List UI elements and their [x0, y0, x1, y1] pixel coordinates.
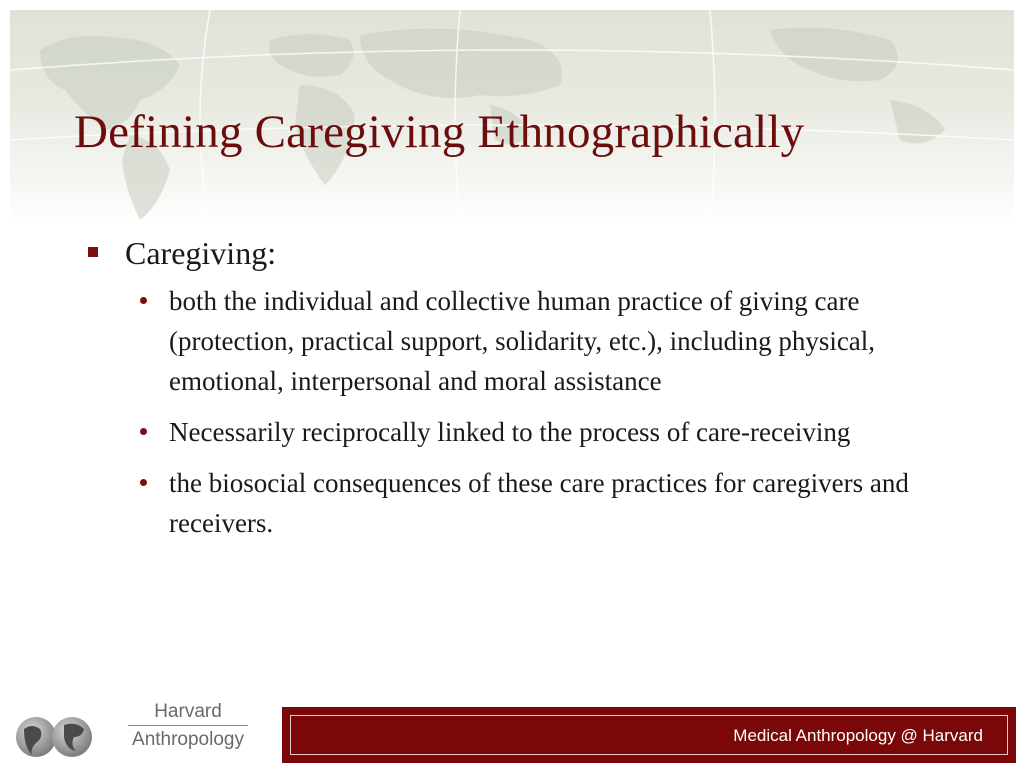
dept-divider [128, 725, 248, 726]
slide-content [88, 233, 928, 554]
footer-banner-frame [290, 715, 1008, 755]
bullet-label: Caregiving: [125, 235, 277, 271]
round-bullet-icon [140, 479, 147, 486]
sub-bullet-list [140, 281, 928, 543]
dept-line-1: Harvard [154, 701, 222, 722]
bullet-caregiving [88, 233, 928, 273]
list-item [140, 281, 928, 401]
round-bullet-icon [140, 428, 147, 435]
department-logo-text [118, 700, 258, 752]
footer-banner [282, 707, 1016, 763]
dept-line-2: Anthropology [132, 729, 244, 750]
sub-bullet-text: both the individual and collective human practice of giving care (protection, practical support, solidarity, etc.), including physical, emotional, interpersonal and moral assistance [169, 286, 876, 396]
list-item [140, 463, 928, 543]
globe-pair-icon [10, 707, 100, 763]
square-bullet-icon [88, 247, 98, 257]
round-bullet-icon [140, 297, 147, 304]
sub-bullet-text: Necessarily reciprocally linked to the process of care-receiving [169, 417, 851, 447]
footer-text: Medical Anthropology @ Harvard [733, 726, 983, 745]
list-item [140, 412, 928, 452]
slide-title: Defining Caregiving Ethnographically [74, 106, 805, 158]
sub-bullet-text: the biosocial consequences of these care practices for caregivers and receivers. [169, 468, 909, 538]
